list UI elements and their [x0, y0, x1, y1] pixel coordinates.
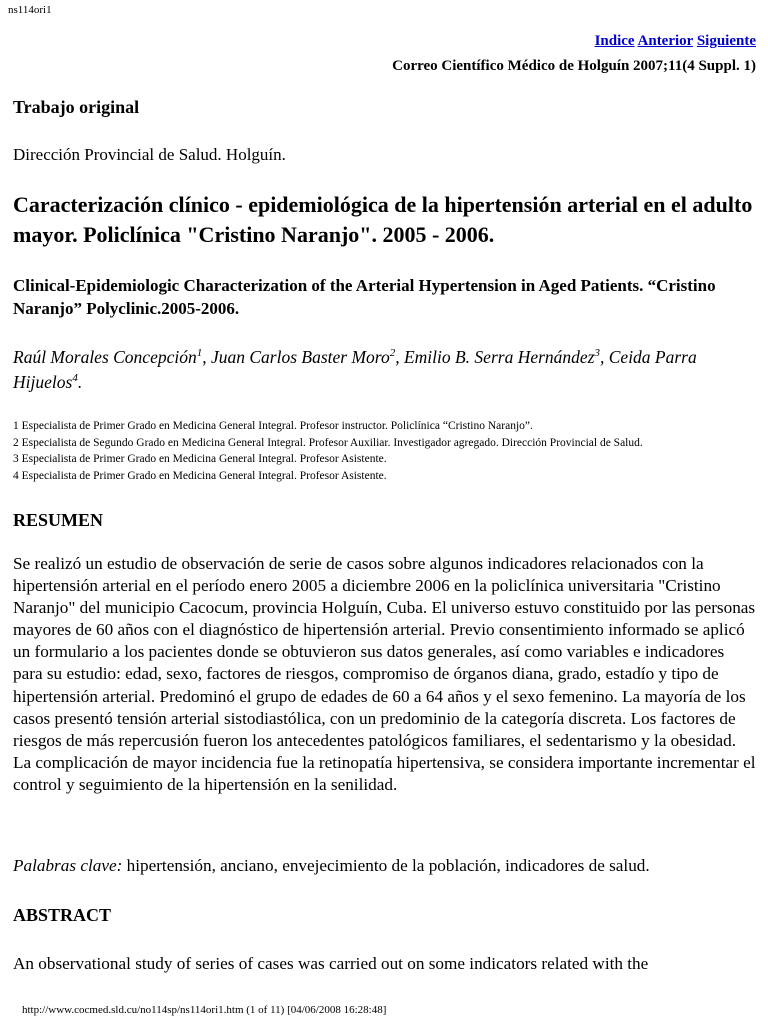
resumen-heading: RESUMEN: [13, 510, 104, 530]
author-ref: 4: [72, 372, 78, 385]
index-link[interactable]: Indice: [594, 33, 635, 49]
author-name: Juan Carlos Baster Moro: [210, 347, 390, 367]
institution: Dirección Provincial de Salud. Holguín.: [13, 145, 286, 164]
author-ref: 1: [196, 347, 203, 360]
keywords: [13, 856, 650, 876]
author-name: Raúl Morales Concepción: [13, 347, 197, 367]
keywords-text: hipertensión, anciano, envejecimiento de la población, indicadores de salud.: [122, 856, 650, 875]
previous-link[interactable]: Anterior: [637, 33, 694, 49]
journal-citation: Correo Científico Médico de Holguín 2007;11(4 Suppl. 1): [392, 58, 756, 74]
title-english: Clinical-Epidemiologic Characterization of the Arterial Hypertension in Aged Patients. “Cristino Naranjo” Polyclinic.2005-2006.: [13, 276, 716, 318]
abstract-heading: ABSTRACT: [13, 905, 112, 925]
affiliations: [13, 418, 763, 484]
resumen-body: Se realizó un estudio de observación de serie de casos sobre algunos indicadores relacionados con la hipertensión arterial en el período enero 2005 a diciembre 2006 en la policlínica universitaria "Cristino Naranjo" del municipio Cacocum, provincia Holguín, Cuba. El universo estuvo constituido por las personas mayores de 60 años con el diagnóstico de hipertensión arterial. Previo consentimiento informado se aplicó un formulario a los pacientes donde se obtuvieron sus datos generales, así como variables e indicadores para su estudio: edad, sexo, factores de riesgos, compromiso de órganos diana, grado, estadío y tipo de hipertensión arterial. Predominó el grupo de edades de 60 a 64 años y el sexo femenino. La mayoría de los casos presentó tensión arterial sistodiastólica, con un predominio de la categoría discreta. Los factores de riesgos de más repercusión fueron los antecedentes patológicos familiares, el sedentarismo y la obesidad. La complicación de mayor incidencia fue la retinopatía hipertensiva, se considera importante incrementar el control y seguimiento de la hipertensión en la senilidad.: [13, 554, 756, 794]
author-separator: ,: [202, 347, 211, 367]
author-separator: .: [77, 372, 83, 392]
author-separator: ,: [395, 347, 404, 367]
article-type: Trabajo original: [13, 97, 140, 117]
affiliation-item: 4 Especialista de Primer Grado en Medicina General Integral. Profesor Asistente.: [13, 469, 387, 482]
source-footer: http://www.cocmed.sld.cu/no114sp/ns114ori1.htm (1 of 11) [04/06/2008 16:28:48]: [22, 1004, 387, 1016]
author-ref: 2: [389, 347, 396, 360]
author-ref: 3: [594, 347, 600, 360]
next-link[interactable]: Siguiente: [696, 33, 756, 49]
author-separator: ,: [600, 347, 609, 367]
author-name: Emilio B. Serra Hernández: [403, 347, 595, 367]
title-spanish: Caracterización clínico - epidemiológica de la hipertensión arterial en el adulto mayor. Policlínica "Cristino Naranjo". 2005 - 2006.: [13, 192, 753, 247]
affiliation-item: 2 Especialista de Segundo Grado en Medicina General Integral. Profesor Auxiliar. Investigador agregado. Dirección Provincial de Salud.: [13, 436, 643, 449]
affiliation-item: 3 Especialista de Primer Grado en Medicina General Integral. Profesor Asistente.: [13, 453, 387, 465]
keywords-label: Palabras clave:: [13, 856, 123, 875]
document-id: ns114ori1: [8, 4, 52, 16]
author-name: Ceida Parra Hijuelos: [13, 347, 697, 392]
affiliation-item: 1 Especialista de Primer Grado en Medicina General Integral. Profesor instructor. Policlínica “Cristino Naranjo”.: [13, 420, 533, 432]
navigation-links: [595, 33, 756, 50]
author-list: [13, 345, 758, 395]
abstract-body: An observational study of series of cases was carried out on some indicators related with the: [13, 954, 649, 973]
